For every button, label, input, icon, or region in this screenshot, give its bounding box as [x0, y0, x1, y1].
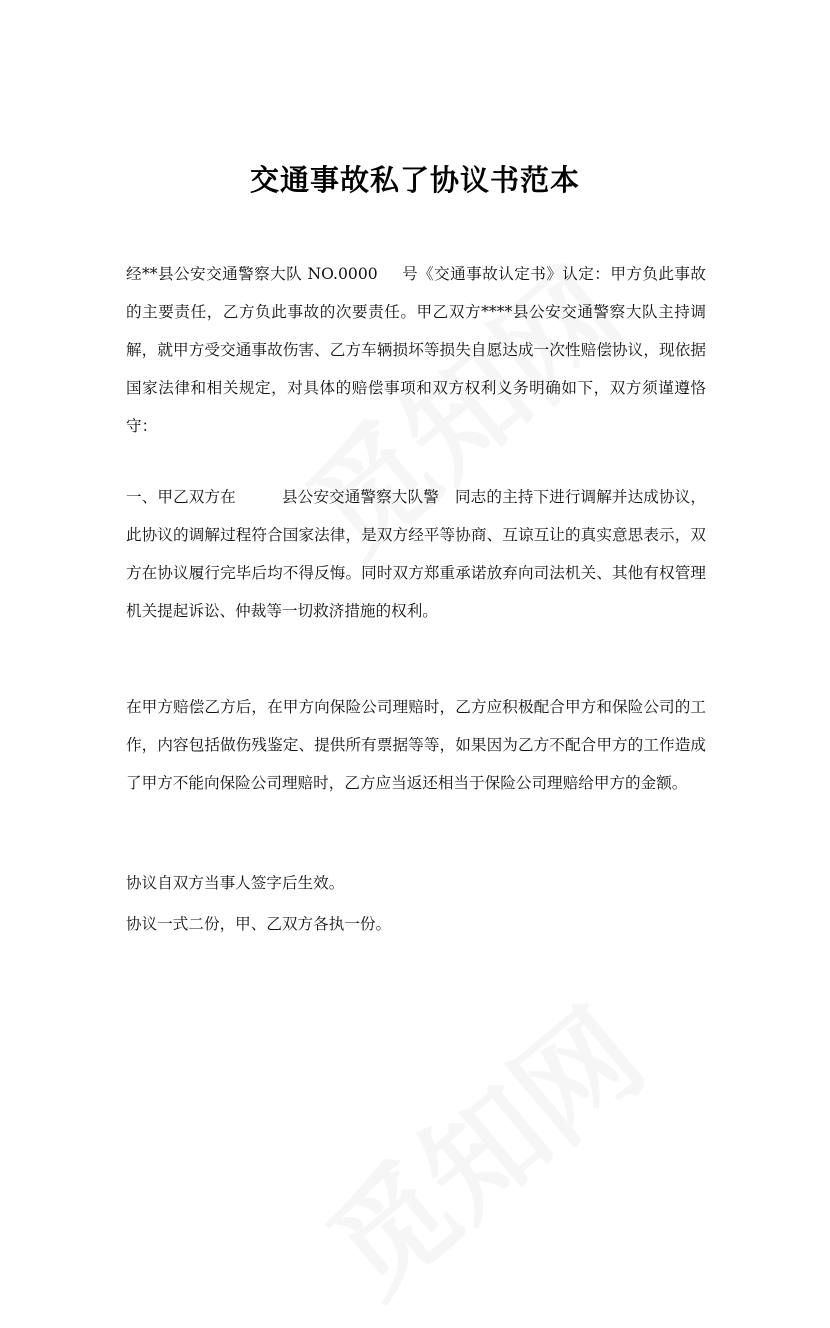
clause-1-part-1: 一、甲乙双方在: [126, 488, 236, 506]
clause-1-part-2: 县公安交通警察大队警: [281, 488, 439, 506]
clause-1-part-3: 同志的主持下进行调解并达成协议，此协议的调解过程符合国家法律，是双方经平等协商、互谅互让的真实意思表示，双方在协议履行完毕后均不得反悔。同时双方郑重承诺放弃向司法机关、其他有权管理机关提起诉讼、仲裁等一切救济措施的权利。: [126, 488, 706, 620]
paragraph-clause-1: [126, 478, 706, 630]
paragraph-insurance: 在甲方赔偿乙方后，在甲方向保险公司理赔时，乙方应积极配合甲方和保险公司的工作，内容包括做伤残鉴定、提供所有票据等等，如果因为乙方不配合甲方的工作造成了甲方不能向保险公司理赔时，乙方应当返还相当于保险公司理赔给甲方的金额。: [126, 698, 706, 792]
watermark: [287, 964, 673, 1327]
document-title: 交通事故私了协议书范本: [249, 163, 580, 197]
preamble-text-start: 经**县公安交通警察大队 NO.0000: [126, 265, 378, 283]
paragraph-preamble: [126, 255, 706, 445]
preamble-text-rest: 号《交通事故认定书》认定：甲方负此事故的主要责任，乙方负此事故的次要责任。甲乙双方****县公安交通警察大队主持调解，就甲方受交通事故伤害、乙方车辆损坏等损失自愿达成一次性赔偿协议，现依据国家法律和相关规定，对具体的赔偿事项和双方权利义务明确如下，双方须谨遵恪守：: [126, 265, 706, 435]
paragraph-effective: 协议自双方当事人签字后生效。: [126, 874, 345, 892]
paragraph-copies: 协议一式二份，甲、乙双方各执一份。: [126, 915, 392, 933]
